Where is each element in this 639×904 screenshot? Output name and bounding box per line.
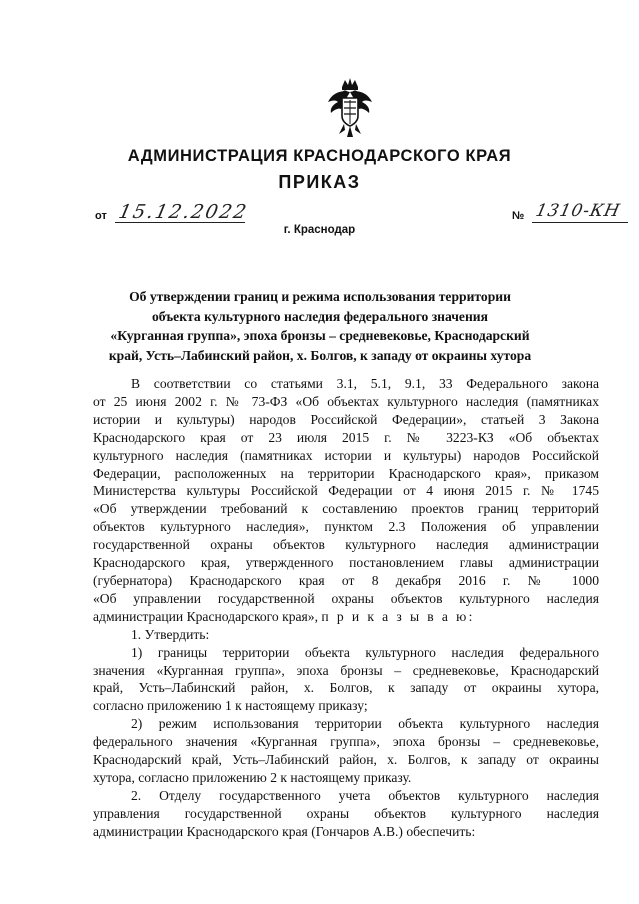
body-line: В соответствии со статьями 3.1, 5.1, 9.1, 33 Федерального закона xyxy=(131,376,599,391)
number-underline xyxy=(532,222,628,223)
coat-of-arms-icon xyxy=(327,78,373,138)
body-line: администрации Краснодарского края (Гончаров А.В.) обеспечить: xyxy=(93,823,476,839)
body-line: (губернатора) Краснодарского края от 8 декабря 2016 г. № 1000 xyxy=(93,572,599,588)
body-line: федерального значения «Курганная группа», эпоха бронзы – средневековье, xyxy=(93,734,599,750)
body-line: значения «Курганная группа», эпоха бронзы – средневековье, Краснодарский xyxy=(93,662,599,678)
body-line: Министерства культуры Российской Федерации от 4 июня 2015 г. № 1745 xyxy=(93,483,599,499)
body-line: объектов культурного наследия», пунктом 2.3 Положения об управлении xyxy=(93,519,599,535)
order-word: п р и к а з ы в а ю: xyxy=(321,608,475,624)
title-line: Об утверждении границ и режима использования территории xyxy=(129,289,511,304)
title-line: край, Усть–Лабинский район, х. Болгов, к западу от окраины хутора xyxy=(108,348,532,364)
clause-2: 2. Отделу государственного учета объектов культурного наследия xyxy=(131,787,599,803)
body-line: Краснодарский край, Усть–Лабинский район, х. Болгов, к западу от окраины xyxy=(93,752,599,768)
body-line: край, Усть–Лабинский район, х. Болгов, к западу от окраины хутора, xyxy=(93,680,599,696)
number-handwritten: 1310-КН xyxy=(533,201,623,221)
body-line: культурного наследия (памятниках истории и культуры) народов Российской xyxy=(93,447,599,463)
title-line: «Курганная группа», эпоха бронзы – средневековье, Краснодарский xyxy=(110,328,530,344)
body-line: от 25 июня 2002 г. № 73-ФЗ «Об объектах культурного наследия (памятниках xyxy=(93,393,599,409)
body-line: Краснодарского края от 23 июля 2015 г. № 3223-КЗ «Об объектах xyxy=(93,429,599,445)
organization-name: АДМИНИСТРАЦИЯ КРАСНОДАРСКОГО КРАЯ xyxy=(127,147,512,165)
body-line-text: администрации Краснодарского края», xyxy=(93,608,318,624)
body-line xyxy=(93,608,599,626)
body-line: «Об утверждении требований к составлению проектов границ территорий xyxy=(93,501,599,517)
number-prefix: № xyxy=(512,210,525,222)
body-line: истории и культуры) народов Российской Федерации», статьей 3 Закона xyxy=(93,411,599,427)
body-line: «Об управлении государственной охраны объектов культурного наследия xyxy=(93,590,599,606)
city-name: г. Краснодар xyxy=(283,224,356,236)
body-line: управления государственной охраны объектов культурного наследия xyxy=(93,805,599,821)
date-handwritten: 15.12.2022 xyxy=(116,201,251,223)
date-prefix: от xyxy=(95,210,107,222)
clause-1-2: 2) режим использования территории объекта культурного наследия xyxy=(131,716,599,732)
document-type: ПРИКАЗ xyxy=(278,172,361,192)
body-line: согласно приложению 1 к настоящему приказу; xyxy=(93,698,368,714)
body-line: хутора, согласно приложению 2 к настоящему приказу. xyxy=(93,769,412,785)
document-title xyxy=(70,287,570,366)
body-line: Краснодарского края, утвержденного постановлением главы администрации xyxy=(93,555,599,571)
document-body xyxy=(93,375,599,841)
title-line: объекта культурного наследия федерального значения xyxy=(152,308,488,324)
clause-1-1: 1) границы территории объекта культурного наследия федерального xyxy=(131,644,599,660)
body-line: государственной охраны объектов культурного наследия администрации xyxy=(93,537,599,553)
clause-1: 1. Утвердить: xyxy=(131,626,210,642)
body-line: Федерации, расположенных на территории Краснодарского края», приказом xyxy=(93,465,599,481)
